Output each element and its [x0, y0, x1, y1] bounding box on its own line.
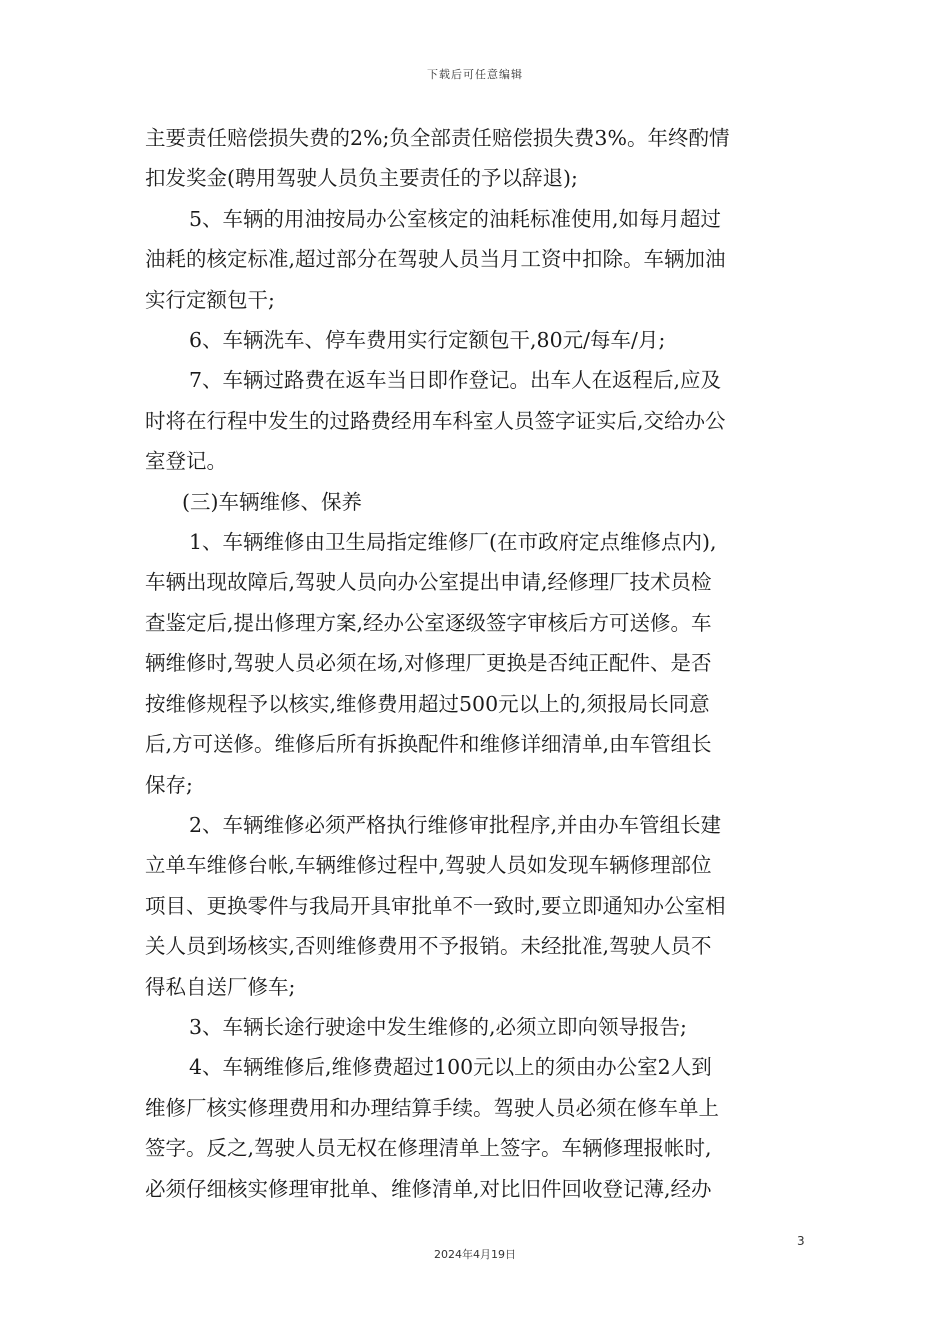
paragraph-maintenance-item-3: [145, 1007, 807, 1047]
section-heading: (三)车辆维修、保养: [182, 489, 362, 514]
text-line: 1、车辆维修由卫生局指定维修厂(在市政府定点维修点内),: [189, 530, 717, 555]
page-footer-date: 2024年4月19日: [434, 1248, 516, 1261]
section-heading-maintenance: [145, 482, 807, 522]
paragraph-maintenance-item-4: [145, 1047, 807, 1209]
text-line: 2、车辆维修必须严格执行维修审批程序,并由办车管组长建: [189, 812, 722, 837]
text-line: 签字。反之,驾驶人员无权在修理清单上签字。车辆修理报帐时,: [145, 1136, 712, 1161]
text-line: 油耗的核定标准,超过部分在驾驶人员当月工资中扣除。车辆加油: [145, 247, 726, 272]
text-line: 车辆出现故障后,驾驶人员向办公室提出申请,经修理厂技术员检: [145, 570, 712, 595]
paragraph-item-5-fuel: [145, 199, 807, 320]
text-line: 扣发奖金(聘用驾驶人员负主要责任的予以辞退);: [145, 166, 578, 191]
text-line: 保存;: [145, 772, 193, 797]
document-body: [145, 118, 807, 1209]
page-header: 下载后可任意编辑: [427, 68, 523, 81]
text-line: 按维修规程予以核实,维修费用超过500元以上的,须报局长同意: [145, 691, 710, 716]
text-line: 关人员到场核实,否则维修费用不予报销。未经批准,驾驶人员不: [145, 934, 712, 959]
text-line: 后,方可送修。维修后所有拆换配件和维修详细清单,由车管组长: [145, 732, 712, 757]
page-number: 3: [797, 1234, 805, 1248]
text-line: 维修厂核实修理费用和办理结算手续。驾驶人员必须在修车单上: [145, 1095, 719, 1120]
text-line: 主要责任赔偿损失费的2%;负全部责任赔偿损失费3%。年终酌情: [145, 126, 730, 150]
text-line: 辆维修时,驾驶人员必须在场,对修理厂更换是否纯正配件、是否: [145, 651, 712, 676]
paragraph-item-7-tolls: [145, 360, 807, 481]
text-line: 4、车辆维修后,维修费超过100元以上的须由办公室2人到: [189, 1055, 712, 1080]
text-line: 3、车辆长途行驶途中发生维修的,必须立即向领导报告;: [189, 1014, 687, 1039]
paragraph-liability-compensation: [145, 118, 807, 199]
text-line: 查鉴定后,提出修理方案,经办公室逐级签字审核后方可送修。车: [145, 610, 712, 635]
paragraph-item-6-washing-parking: [145, 320, 807, 360]
text-line: 6、车辆洗车、停车费用实行定额包干,80元/每车/月;: [189, 328, 666, 353]
paragraph-maintenance-item-2: [145, 805, 807, 1007]
text-line: 立单车维修台帐,车辆维修过程中,驾驶人员如发现车辆修理部位: [145, 853, 712, 878]
text-line: 必须仔细核实修理审批单、维修清单,对比旧件回收登记薄,经办: [145, 1176, 712, 1201]
text-line: 室登记。: [145, 449, 227, 474]
text-line: 得私自送厂修车;: [145, 974, 296, 999]
paragraph-maintenance-item-1: [145, 522, 807, 805]
text-line: 7、车辆过路费在返车当日即作登记。出车人在返程后,应及: [189, 368, 722, 393]
text-line: 实行定额包干;: [145, 287, 275, 312]
text-line: 项目、更换零件与我局开具审批单不一致时,要立即通知办公室相: [145, 893, 726, 918]
text-line: 时将在行程中发生的过路费经用车科室人员签字证实后,交给办公: [145, 408, 726, 433]
text-line: 5、车辆的用油按局办公室核定的油耗标准使用,如每月超过: [189, 206, 722, 231]
